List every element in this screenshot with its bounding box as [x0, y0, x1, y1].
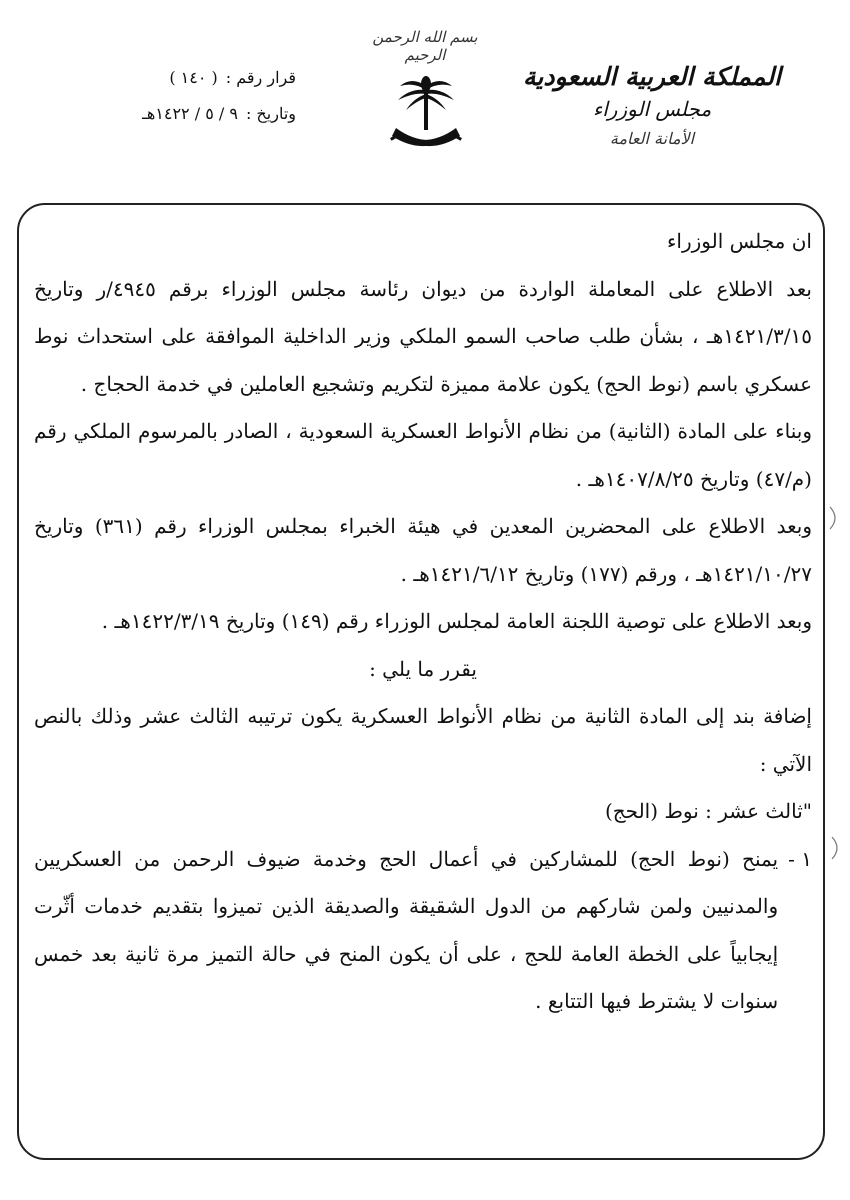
saudi-emblem-icon — [386, 70, 466, 160]
paragraph-item-thirteen: "ثالث عشر : نوط (الحج) — [604, 799, 812, 823]
clause-text: يمنح (نوط الحج) للمشاركين في أعمال الحج وخدمة ضيوف الرحمن من العسكريين والمدنيين ولمن شاركهم من الدول الشقيقة والصديقة الذين تميزوا بتقديم خدمات أثّرت إيجابياً على الخطة العامة للحج ، على أن يكون المنح في حالة التميز مرة ثانية بعد خمس سنوات لا يشترط فيها التتابع . — [34, 846, 779, 1013]
paragraph-addition: إضافة بند إلى المادة الثانية من نظام الأنواط العسكرية يكون ترتيبه الثالث عشر وذلك بالنص الآتي : — [34, 704, 812, 776]
kingdom-name: المملكة العربية السعودية — [522, 62, 782, 91]
organization-header — [502, 62, 802, 148]
decision-number-label: قرار رقم : — [225, 68, 296, 87]
decision-number-row — [36, 68, 296, 104]
council-name: مجلس الوزراء — [592, 97, 712, 121]
intro-line: ان مجلس الوزراء — [667, 229, 812, 253]
hole-punch-mark — [828, 505, 842, 531]
paragraph-experts-minutes: وبعد الاطلاع على المحضرين المعدين في هيئة الخبراء بمجلس الوزراء رقم (٣٦١) وتاريخ ١٤٢١/١٠/٢٧هـ ، ورقم (١٧٧) وتاريخ ١٤٢١/٦/١٢هـ . — [34, 514, 812, 586]
decision-number-value: ( ١٤٠ ) — [169, 68, 218, 87]
decision-date-row — [36, 104, 296, 140]
decision-meta — [36, 68, 296, 140]
paragraph-committee-recommendation: وبعد الاطلاع على توصية اللجنة العامة لمجلس الوزراء رقم (١٤٩) وتاريخ ١٤٢٢/٣/١٩هـ . — [101, 609, 812, 633]
clause-number: ١ - — [788, 846, 812, 871]
basmala: بسم الله الرحمن الرحيم — [372, 28, 478, 64]
hole-punch-mark — [830, 835, 844, 861]
decides-heading: يقرر ما يلي : — [369, 656, 477, 681]
decision-body — [34, 218, 812, 1026]
paragraph-article-basis: وبناء على المادة (الثانية) من نظام الأنواط العسكرية السعودية ، الصادر بالمرسوم الملكي رقم (م/٤٧) وتاريخ ١٤٠٧/٨/٢٥هـ . — [34, 419, 812, 491]
secretariat-name: الأمانة العامة — [609, 129, 695, 148]
clause-item — [34, 836, 812, 1026]
paragraph-review-transaction: بعد الاطلاع على المعاملة الواردة من ديوان رئاسة مجلس الوزراء برقم ٤٩٤٥/ر وتاريخ ١٤٢١/٣/١٥هـ ، بشأن طلب صاحب السمو الملكي وزير الداخلية الموافقة على استحداث نوط عسكري باسم (نوط الحج) يكون علامة مميزة لتكريم وتشجيع العاملين في خدمة الحجاج . — [34, 276, 812, 396]
decision-date-label: وتاريخ : — [245, 104, 296, 123]
decision-date-value: ٩ / ٥ / ١٤٢٢هـ — [142, 104, 238, 123]
